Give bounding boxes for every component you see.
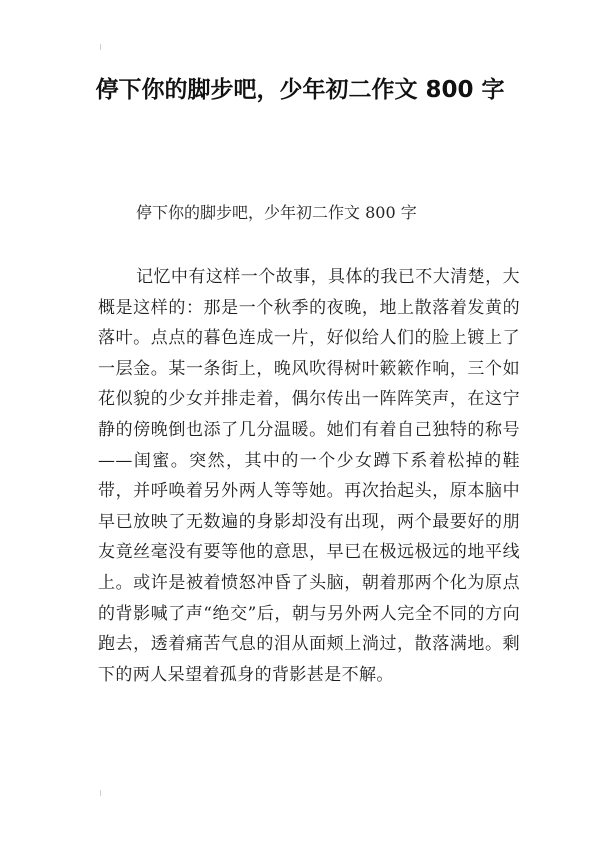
corner-mark-top-left [100,44,101,50]
corner-mark-bottom-left [100,790,101,796]
body-paragraph: 记忆中有这样一个故事，具体的我已不大清楚，大概是这样的：那是一个秋季的夜晚，地上散落着发黄的落叶。点点的暮色连成一片，好似给人们的脸上镀上了一层金。某一条街上，晚风吹得树叶簌簌作响，三个如花似貌的少女并排走着，偶尔传出一阵阵笑声，在这宁静的傍晚倒也添了几分温暖。她们有着自己独特的称号——闺蜜。突然，其中的一个少女蹲下系着松掉的鞋带，并呼唤着另外两人等等她。再次抬起头，原本脑中早已放映了无数遍的身影却没有出现，两个最要好的朋友竟丝毫没有要等他的意思，早已在极远极远的地平线上。或许是被着愤怒冲昏了头脑，朝着那两个化为原点的背影喊了声“绝交”后，朝与另外两人完全不同的方向跑去，透着痛苦气息的泪从面颊上淌过，散落满地。剩下的两人呆望着孤身的背影甚是不解。 [98,267,520,685]
document-title: 停下你的脚步吧，少年初二作文 800 字 [95,77,505,103]
document-subtitle: 停下你的脚步吧，少年初二作文 800 字 [136,203,417,222]
